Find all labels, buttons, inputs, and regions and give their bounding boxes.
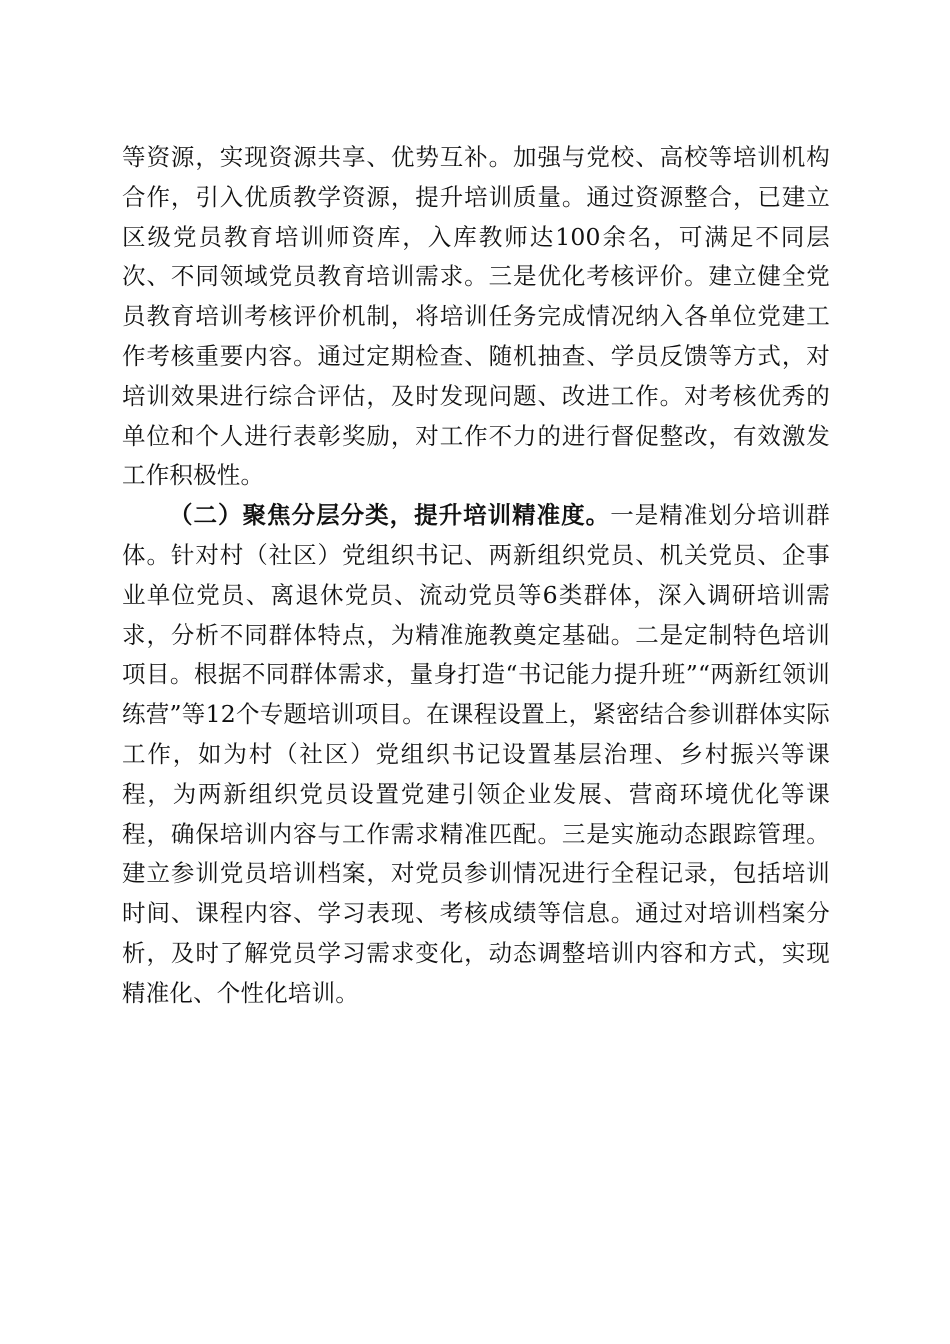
paragraph-continuation: 等资源，实现资源共享、优势互补。加强与党校、高校等培训机构合作，引入优质教学资源，提升培训质量。通过资源整合，已建立区级党员教育培训师资库，入库教师达100余名，可满足不同层次、不同领域党员教育培训需求。三是优化考核评价。建立健全党员教育培训考核评价机制，将培训任务完成情况纳入各单位党建工作考核重要内容。通过定期检查、随机抽查、学员反馈等方式，对培训效果进行综合评估，及时发现问题、改进工作。对考核优秀的单位和个人进行表彰奖励，对工作不力的进行督促整改，有效激发工作积极性。 (122, 143, 830, 490)
paragraph-section-2 (122, 496, 830, 1013)
section-heading: （二）聚焦分层分类，提升培训精准度。 (169, 501, 611, 530)
document-body (122, 138, 830, 1014)
section-body-text: 一是精准划分培训群体。针对村（社区）党组织书记、两新组织党员、机关党员、企事业单位党员、离退休党员、流动党员等6类群体，深入调研培训需求，分析不同群体特点，为精准施教奠定基础。二是定制特色培训项目。根据不同群体需求，量身打造“书记能力提升班”“两新红领训练营”等12个专题培训项目。在课程设置上，紧密结合参训群体实际工作，如为村（社区）党组织书记设置基层治理、乡村振兴等课程，为两新组织党员设置党建引领企业发展、营商环境优化等课程，确保培训内容与工作需求精准匹配。三是实施动态跟踪管理。建立参训党员培训档案，对党员参训情况进行全程记录，包括培训时间、课程内容、学习表现、考核成绩等信息。通过对培训档案分析，及时了解党员学习需求变化，动态调整培训内容和方式，实现精准化、个性化培训。 (122, 501, 830, 1007)
